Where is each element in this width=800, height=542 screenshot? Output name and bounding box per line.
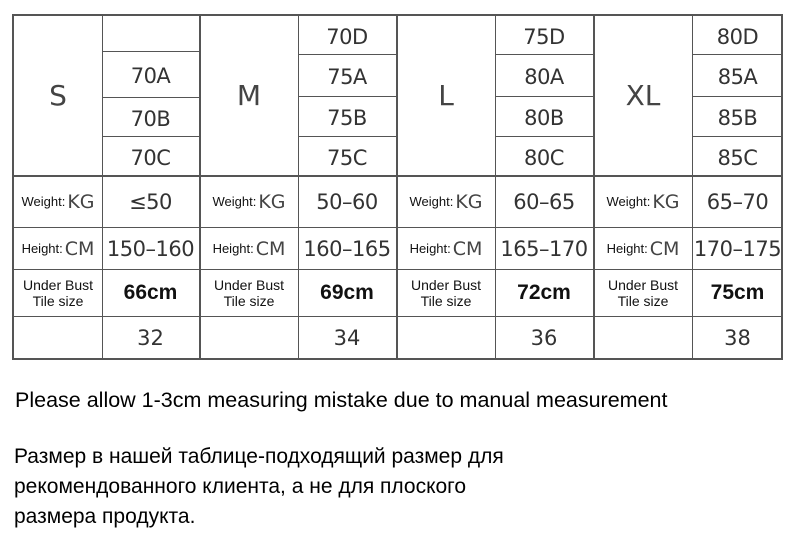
cup-size: 70C <box>130 145 171 170</box>
russian-note-line: размера продукта. <box>14 505 196 528</box>
under-bust-value: 69cm <box>320 281 374 304</box>
under-bust-label <box>397 270 495 316</box>
height-unit: CM <box>255 237 286 260</box>
cup-size: 80A <box>524 65 564 89</box>
weight-label-text: Weight: <box>606 194 651 209</box>
band-number: 34 <box>333 325 361 350</box>
height-unit: CM <box>649 237 680 260</box>
weight-unit: KG <box>455 190 483 213</box>
under-bust-value: 66cm <box>123 281 178 304</box>
height-label-text: Height: <box>212 241 254 256</box>
size-letter: XL <box>625 79 661 112</box>
height-label <box>397 228 495 269</box>
height-label <box>594 228 692 269</box>
cup-size: 70D <box>326 25 368 49</box>
under-bust-label-line: Tile size <box>420 293 472 309</box>
height-label <box>200 228 298 269</box>
under-bust-label-line: Under Bust <box>607 277 679 293</box>
band-number: 38 <box>724 325 751 350</box>
cup-size: 70A <box>130 64 171 88</box>
measurement-tolerance-note: Please allow 1-3cm measuring mistake due to manual measurement <box>15 388 668 412</box>
height-range: 150–160 <box>106 236 195 261</box>
cup-size: 75A <box>327 65 367 89</box>
under-bust-value: 72cm <box>517 281 571 304</box>
weight-label-text: Weight: <box>409 194 454 209</box>
weight-range: 60–65 <box>513 189 575 214</box>
weight-label-text: Weight: <box>21 194 66 209</box>
cup-size: 85B <box>717 106 758 130</box>
height-range: 165–170 <box>500 236 588 261</box>
grid-line <box>102 51 199 52</box>
russian-note-line: Размер в нашей таблице-подходящий размер для <box>14 445 504 468</box>
height-range: 170–175 <box>693 236 782 261</box>
weight-label <box>14 176 102 227</box>
cup-size: 80C <box>524 145 564 170</box>
weight-range: 65–70 <box>706 189 769 214</box>
weight-unit: KG <box>652 190 680 213</box>
weight-label <box>397 176 495 227</box>
weight-range: ≤50 <box>129 189 172 214</box>
weight-label-text: Weight: <box>212 194 257 209</box>
weight-unit: KG <box>67 190 95 213</box>
cup-size: 80D <box>716 25 759 49</box>
size-letter: L <box>438 79 454 112</box>
height-label-text: Height: <box>606 241 648 256</box>
under-bust-label-line: Under Bust <box>22 277 94 293</box>
band-number: 32 <box>137 325 164 350</box>
cup-size: 70B <box>130 106 171 131</box>
height-label-text: Height: <box>409 241 451 256</box>
cup-size: 85C <box>717 145 758 170</box>
band-number: 36 <box>530 325 558 350</box>
under-bust-label <box>200 270 298 316</box>
under-bust-label-line: Under Bust <box>213 277 285 293</box>
size-chart-table <box>12 14 783 360</box>
height-range: 160–165 <box>303 236 391 261</box>
under-bust-value: 75cm <box>710 281 765 304</box>
under-bust-label-line: Tile size <box>223 293 275 309</box>
size-letter: S <box>49 79 67 112</box>
russian-note-line: рекомендованного клиента, а не для плоского <box>14 475 467 498</box>
under-bust-label <box>594 270 692 316</box>
under-bust-label <box>14 270 102 316</box>
height-unit: CM <box>452 237 483 260</box>
weight-range: 50–60 <box>316 189 378 214</box>
cup-size: 75C <box>327 145 367 170</box>
cup-size: 85A <box>717 65 758 89</box>
height-label-text: Height: <box>21 241 63 256</box>
weight-label <box>200 176 298 227</box>
under-bust-label-line: Under Bust <box>410 277 482 293</box>
cup-size: 75D <box>523 25 565 49</box>
height-unit: CM <box>64 237 95 260</box>
weight-unit: KG <box>258 190 286 213</box>
russian-size-note <box>14 442 634 532</box>
under-bust-label-line: Tile size <box>32 293 84 309</box>
size-letter: M <box>236 79 262 112</box>
weight-label <box>594 176 692 227</box>
height-label <box>14 228 102 269</box>
under-bust-label-line: Tile size <box>617 293 669 309</box>
cup-size: 75B <box>327 106 367 130</box>
cup-size: 80B <box>524 106 564 130</box>
